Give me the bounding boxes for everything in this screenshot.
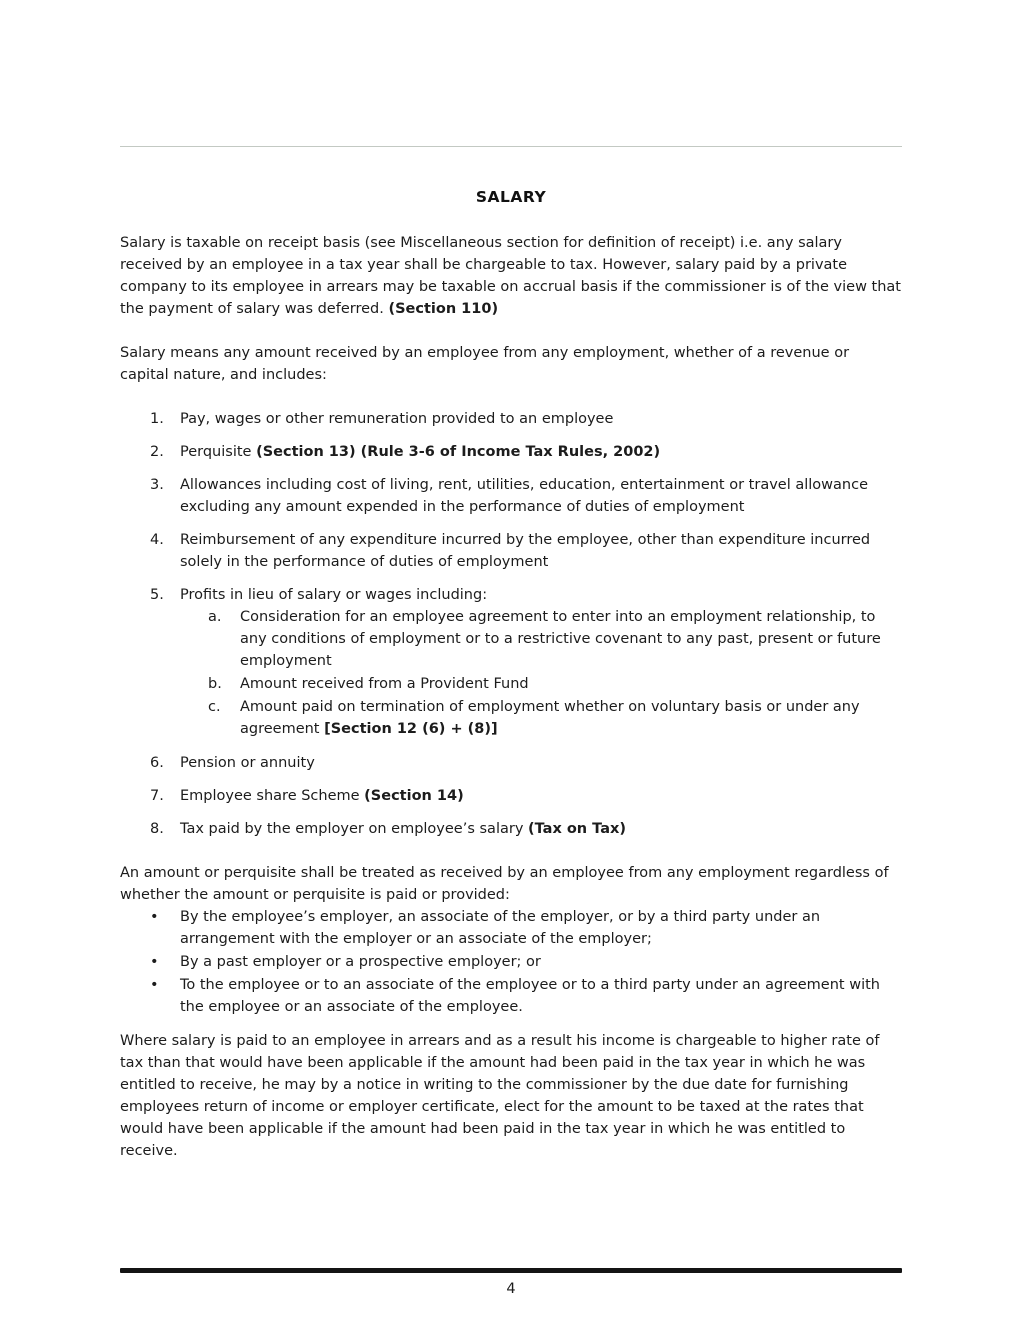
list-item (150, 785, 902, 807)
item-text (180, 474, 902, 518)
bullet-icon: • (150, 909, 159, 925)
item-text (180, 529, 902, 573)
item-number: 7. (150, 788, 164, 804)
paragraph-receipt-basis (120, 232, 902, 320)
item-text (180, 752, 902, 774)
bullet-text: By the employee’s employer, an associate of the employer, or by a third party under an arrangement with the employer or an associate of the employer; (180, 909, 821, 947)
list-item (150, 529, 902, 573)
list-item (150, 408, 902, 430)
sub-item-text (240, 606, 902, 672)
footer-rule (120, 1268, 902, 1273)
bullet-icon: • (150, 977, 159, 993)
item-number: 2. (150, 444, 164, 460)
sub-item-text-main: Amount paid on termination of employment whether on voluntary basis or under any agreement (240, 699, 860, 737)
page-number: 4 (506, 1281, 516, 1297)
sub-item-letter: a. (208, 609, 222, 625)
item-text-main: Pension or annuity (180, 755, 315, 771)
bullet-item (150, 974, 902, 1018)
header-rule (120, 146, 902, 147)
bullet-text: By a past employer or a prospective employer; or (180, 954, 541, 970)
page-title: SALARY (475, 188, 547, 206)
numbered-list (150, 408, 902, 840)
sub-item-text (240, 673, 902, 695)
sub-list-item (208, 606, 902, 672)
paragraph-text: Salary is taxable on receipt basis (see Miscellaneous section for definition of receipt) i.e. any salary received by an employee in a tax year shall be chargeable to tax. However, salary paid by a private company to its employee in arrears may be taxable on accrual basis if the commissioner is of the view that the payment of salary was deferred. (120, 235, 901, 317)
bullet-item (150, 906, 902, 950)
item-text-main: Reimbursement of any expenditure incurred by the employee, other than expenditure incurred solely in the performance of duties of employment (180, 532, 871, 570)
section-reference: (Tax on Tax) (528, 821, 626, 837)
list-item (150, 474, 902, 518)
item-text-main: Allowances including cost of living, rent, utilities, education, entertainment or travel allowance excluding any amount expended in the performance of duties of employment (180, 477, 868, 515)
item-text (180, 408, 902, 430)
sub-item-letter: b. (208, 676, 222, 692)
item-text (180, 441, 902, 463)
item-number: 8. (150, 821, 164, 837)
item-number: 4. (150, 532, 164, 548)
item-text-main: Pay, wages or other remuneration provided to an employee (180, 411, 614, 427)
item-number: 3. (150, 477, 164, 493)
item-text (180, 818, 902, 840)
paragraph-perquisite-received: An amount or perquisite shall be treated as received by an employee from any employment regardless of whether the amount or perquisite is paid or provided: (120, 865, 889, 903)
list-item (150, 441, 902, 463)
sub-item-text (240, 696, 902, 740)
item-text (180, 584, 902, 741)
list-item (150, 584, 902, 741)
item-text-main: Perquisite (180, 444, 252, 460)
item-number: 1. (150, 411, 164, 427)
lettered-sub-list (208, 606, 902, 740)
document-content (120, 186, 902, 1184)
item-text-main: Employee share Scheme (180, 788, 360, 804)
section-reference: (Section 13) (Rule 3-6 of Income Tax Rules, 2002) (256, 444, 661, 460)
sub-item-text-main: Amount received from a Provident Fund (240, 676, 529, 692)
section-reference: (Section 14) (364, 788, 464, 804)
bullet-list (150, 906, 902, 1018)
bullet-item (150, 951, 902, 973)
bullet-text: To the employee or to an associate of the employee or to a third party under an agreement with the employee or an associate of the employee. (180, 977, 880, 1015)
item-number: 6. (150, 755, 164, 771)
item-text-main: Profits in lieu of salary or wages including: (180, 587, 488, 603)
item-number: 5. (150, 587, 164, 603)
paragraph-salary-definition: Salary means any amount received by an employee from any employment, whether of a revenue or capital nature, and includes: (120, 345, 850, 383)
sub-item-letter: c. (208, 699, 221, 715)
item-text-main: Tax paid by the employer on employee’s salary (180, 821, 524, 837)
list-item (150, 818, 902, 840)
section-reference: [Section 12 (6) + (8)] (324, 721, 498, 737)
section-reference: (Section 110) (388, 301, 499, 317)
sub-item-text-main: Consideration for an employee agreement to enter into an employment relationship, to any conditions of employment or to a restrictive covenant to any past, present or future employment (240, 609, 881, 669)
list-item (150, 752, 902, 774)
bullet-icon: • (150, 954, 159, 970)
paragraph-arrears-election: Where salary is paid to an employee in arrears and as a result his income is chargeable to higher rate of tax than that would have been applicable if the amount had been paid in the tax year in which he was entitled to receive, he may by a notice in writing to the commissioner by the due date for furnishing employees return of income or employer certificate, elect for the amount to be taxed at the rates that would have been applicable if the amount had been paid in the tax year in which he was entitled to receive. (120, 1033, 880, 1159)
item-text (180, 785, 902, 807)
sub-list-item (208, 673, 902, 695)
sub-list-item (208, 696, 902, 740)
